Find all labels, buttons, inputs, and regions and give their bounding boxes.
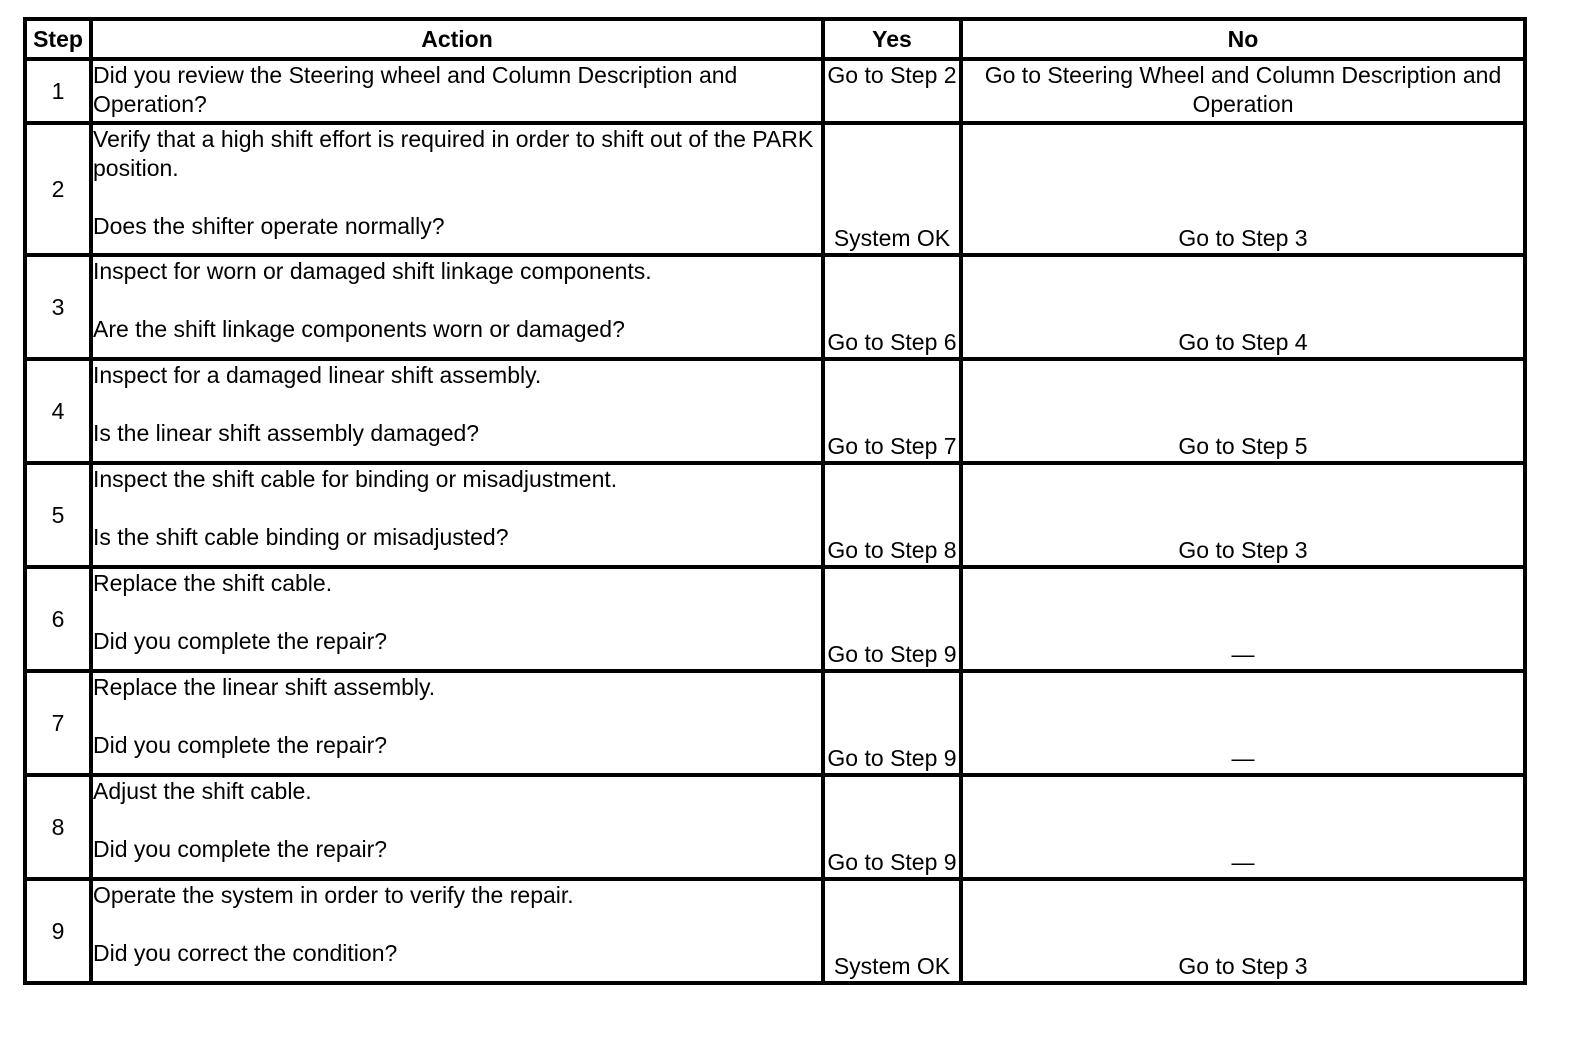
no-cell: — — [961, 567, 1525, 671]
yes-cell: Go to Step 9 — [823, 671, 961, 775]
action-instruction: Adjust the shift cable. — [93, 778, 312, 804]
table-row — [25, 671, 1525, 775]
action-cell — [91, 123, 823, 255]
no-cell: Go to Step 5 — [961, 359, 1525, 463]
header-step: Step — [25, 19, 91, 59]
yes-cell: Go to Step 2 — [823, 59, 961, 123]
action-question: Did you complete the repair? — [93, 628, 388, 654]
action-text: Did you review the Steering wheel and Column Description and Operation? — [93, 62, 738, 117]
step-number: 8 — [25, 775, 91, 879]
step-number: 1 — [25, 59, 91, 123]
action-instruction: Replace the shift cable. — [93, 570, 333, 596]
action-question: Does the shifter operate normally? — [93, 213, 445, 239]
yes-cell: Go to Step 9 — [823, 775, 961, 879]
action-cell — [91, 59, 823, 123]
table-row — [25, 255, 1525, 359]
table-row — [25, 123, 1525, 255]
header-yes: Yes — [823, 19, 961, 59]
action-cell — [91, 567, 823, 671]
diagnostic-table — [23, 17, 1527, 985]
header-row — [25, 19, 1525, 59]
table-row — [25, 359, 1525, 463]
action-cell — [91, 775, 823, 879]
step-number: 2 — [25, 123, 91, 255]
action-instruction: Verify that a high shift effort is required in order to shift out of the PARK position. — [93, 126, 814, 181]
step-number: 7 — [25, 671, 91, 775]
no-cell: Go to Step 3 — [961, 463, 1525, 567]
action-question: Did you complete the repair? — [93, 732, 388, 758]
no-cell: Go to Steering Wheel and Column Description and Operation — [961, 59, 1525, 123]
no-cell: Go to Step 4 — [961, 255, 1525, 359]
table-row — [25, 879, 1525, 983]
action-instruction: Inspect for a damaged linear shift assembly. — [93, 362, 542, 388]
header-action: Action — [91, 19, 823, 59]
action-instruction: Operate the system in order to verify the repair. — [93, 882, 574, 908]
no-cell: — — [961, 775, 1525, 879]
action-cell — [91, 463, 823, 567]
action-cell — [91, 255, 823, 359]
action-cell — [91, 879, 823, 983]
step-number: 4 — [25, 359, 91, 463]
action-question: Did you complete the repair? — [93, 836, 388, 862]
step-number: 3 — [25, 255, 91, 359]
action-question: Are the shift linkage components worn or damaged? — [93, 316, 625, 342]
no-cell: Go to Step 3 — [961, 123, 1525, 255]
no-cell: — — [961, 671, 1525, 775]
action-question: Did you correct the condition? — [93, 940, 398, 966]
table-row — [25, 59, 1525, 123]
step-number: 6 — [25, 567, 91, 671]
yes-cell: System OK — [823, 123, 961, 255]
step-number: 5 — [25, 463, 91, 567]
yes-cell: Go to Step 8 — [823, 463, 961, 567]
table-row — [25, 463, 1525, 567]
action-instruction: Replace the linear shift assembly. — [93, 674, 436, 700]
action-question: Is the linear shift assembly damaged? — [93, 420, 480, 446]
action-cell — [91, 359, 823, 463]
action-question: Is the shift cable binding or misadjusted? — [93, 524, 509, 550]
action-cell — [91, 671, 823, 775]
header-no: No — [961, 19, 1525, 59]
table-row — [25, 567, 1525, 671]
yes-cell: Go to Step 6 — [823, 255, 961, 359]
yes-cell: Go to Step 7 — [823, 359, 961, 463]
no-cell: Go to Step 3 — [961, 879, 1525, 983]
step-number: 9 — [25, 879, 91, 983]
yes-cell: System OK — [823, 879, 961, 983]
action-instruction: Inspect the shift cable for binding or misadjustment. — [93, 466, 618, 492]
action-instruction: Inspect for worn or damaged shift linkage components. — [93, 258, 652, 284]
yes-cell: Go to Step 9 — [823, 567, 961, 671]
table-row — [25, 775, 1525, 879]
